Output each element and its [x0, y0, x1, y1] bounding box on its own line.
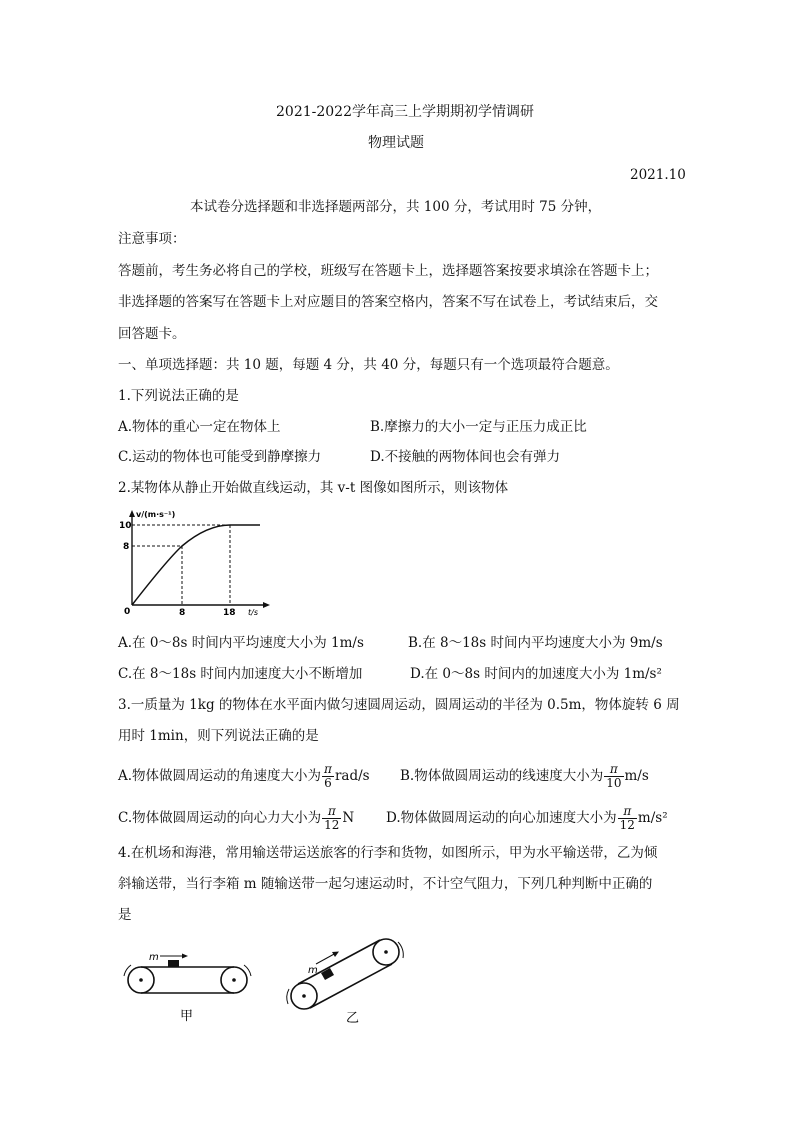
q2-stem: 2.某物体从静止开始做直线运动，其 v-t 图像如图所示，则该物体: [118, 480, 509, 496]
mass-label-b: m: [308, 965, 318, 976]
q2-option-c: C.在 8～18s 时间内加速度大小不断增加: [118, 666, 363, 682]
notice-line-2: 非选择题的答案写在答题卡上对应题目的答案空格内，答案不写在试卷上，考试结束后，交: [118, 294, 658, 310]
horizontal-conveyor: [124, 954, 251, 994]
inclined-conveyor: [287, 939, 403, 1009]
q3-b-fraction: $\frac{\pi}{10}$: [606, 762, 622, 790]
vt-graph: [112, 505, 272, 617]
caption-yi: 乙: [346, 1011, 360, 1024]
q3-a-fraction: $\frac{\pi}{6}$: [324, 762, 332, 790]
q3-c-fraction: $\frac{\pi}{12}$: [324, 804, 340, 832]
q1-option-d: D.不接触的两物体间也会有弹力: [370, 449, 561, 465]
graph-y-tick-8: 8: [123, 542, 130, 552]
graph-ylabel: v/(m·s⁻¹): [136, 510, 176, 519]
q2-option-b: B.在 8～18s 时间内平均速度大小为 9m/s: [408, 635, 663, 651]
graph-y-tick-10: 10: [119, 521, 132, 531]
q3-stem-1: 3.一质量为 1kg 的物体在水平面内做匀速圆周运动，圆周运动的半径为 0.5m，物体旋转 6 周: [118, 697, 680, 713]
conveyor-figure: [116, 934, 416, 1024]
q3-option-c: C.物体做圆周运动的向心力大小为 $\frac{\pi}{12}$ N: [118, 804, 355, 832]
graph-origin: 0: [124, 607, 131, 617]
q3-option-a: A.物体做圆周运动的角速度大小为 $\frac{\pi}{6}$ rad/s: [118, 762, 370, 790]
exam-subtitle: 物理试题: [368, 135, 424, 151]
q1-option-c: C.运动的物体也可能受到静摩擦力: [118, 449, 322, 465]
q1-option-b: B.摩擦力的大小一定与正压力成正比: [370, 419, 587, 435]
q3-option-d: D.物体做圆周运动的向心加速度大小为 $\frac{\pi}{12}$ m/s²: [386, 804, 668, 832]
exam-title: 2021-2022学年高三上学期期初学情调研: [276, 104, 534, 120]
section-heading: 一、单项选择题：共 10 题，每题 4 分，共 40 分，每题只有一个选项最符合题意。: [118, 357, 619, 373]
q2-option-d: D.在 0～8s 时间内的加速度大小为 1m/s²: [410, 666, 662, 682]
notice-line-3: 回答题卡。: [118, 326, 186, 342]
q1-stem: 1.下列说法正确的是: [118, 388, 239, 404]
graph-xlabel: t/s: [248, 608, 258, 617]
q4-stem-1: 4.在机场和海港，常用输送带运送旅客的行李和货物，如图所示，甲为水平输送带，乙为倾: [118, 845, 658, 861]
intro-line: 本试卷分选择题和非选择题两部分，共 100 分，考试用时 75 分钟，: [190, 199, 602, 215]
q3-stem-2: 用时 1min，则下列说法正确的是: [118, 728, 319, 744]
graph-x-tick-8: 8: [179, 608, 186, 617]
q3-d-fraction: $\frac{\pi}{12}$: [619, 804, 635, 832]
notice-heading: 注意事项：: [118, 231, 186, 247]
q4-stem-2: 斜输送带，当行李箱 m 随输送带一起匀速运动时，不计空气阻力，下列几种判断中正确的: [118, 876, 653, 892]
q3-option-b: B.物体做圆周运动的线速度大小为 $\frac{\pi}{10}$ m/s: [400, 762, 649, 790]
exam-date: 2021.10: [630, 167, 686, 183]
q2-option-a: A.在 0～8s 时间内平均速度大小为 1m/s: [118, 635, 364, 651]
mass-label-a: m: [149, 952, 159, 963]
q4-stem-3: 是: [118, 907, 132, 923]
notice-line-1: 答题前，考生务必将自己的学校，班级写在答题卡上，选择题答案按要求填涂在答题卡上；: [118, 263, 658, 279]
q1-option-a: A.物体的重心一定在物体上: [118, 419, 281, 435]
caption-jia: 甲: [180, 1009, 194, 1024]
graph-x-tick-18: 18: [223, 608, 236, 617]
